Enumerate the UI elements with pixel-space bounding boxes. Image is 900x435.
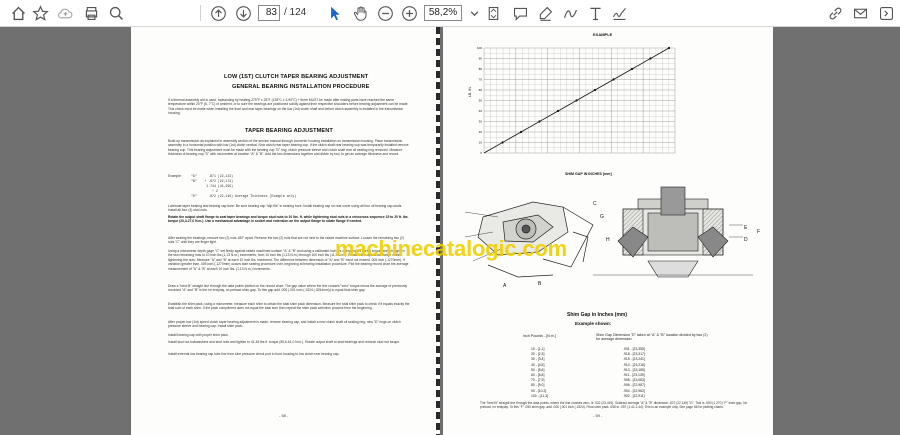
- select-cursor-icon[interactable]: [324, 3, 344, 23]
- data-point: [594, 89, 596, 91]
- data-point: [575, 99, 577, 101]
- seating-paragraph: After seating the bearings, remove two (2) nuts 180° apart. Remove the two (2) nuts that are not next to the raised machine surface. Loosen the remaining two (2) nuts "C" until they are finger tight.: [168, 236, 404, 245]
- y-tick-label: 40: [478, 109, 482, 114]
- y-tick-label: 20: [478, 130, 482, 135]
- draw-freehand-icon[interactable]: [560, 3, 580, 23]
- page-down-icon[interactable]: [233, 3, 253, 23]
- table-cell-torque: 30 - [3,4]: [531, 357, 545, 362]
- lockwasher-paragraph: Install stud nut lockwashers and stud nuts and tighten to 41-45 lbs ft. torque (55,6-61,0 N.m.). Rotate output shaft to seat bearings and recheck stud nut torque.: [168, 340, 401, 344]
- y-axis-label: LB. IN.: [468, 86, 472, 97]
- toolbar-divider: [200, 5, 201, 21]
- comment-icon[interactable]: [510, 3, 530, 23]
- example-shown-label: Example shown:: [575, 321, 612, 326]
- y-tick-label: 30: [478, 119, 482, 124]
- y-tick-label: 90: [478, 56, 482, 61]
- x-axis-label: SHIM GAP IN INCHES [mm]: [565, 172, 612, 176]
- zoom-out-icon[interactable]: [375, 3, 395, 23]
- page-number: - 59 -: [593, 413, 603, 418]
- link-edit-icon[interactable]: [825, 3, 845, 23]
- zoom-search-icon[interactable]: [106, 3, 126, 23]
- left-page: [131, 27, 438, 435]
- table-cell-gap: .918 - [23,317]: [623, 352, 645, 357]
- highlight-pen-icon[interactable]: [535, 3, 555, 23]
- data-point: [649, 57, 651, 59]
- total-pages-label: / 124: [284, 7, 307, 18]
- data-point: [501, 141, 503, 143]
- table-cell-torque: 70 - [7,9]: [531, 378, 545, 383]
- callout-b: B: [538, 281, 542, 287]
- email-icon[interactable]: [850, 3, 870, 23]
- current-page-input[interactable]: 83: [258, 5, 280, 21]
- callout-g: G: [600, 214, 604, 220]
- zoom-level-input[interactable]: 58,2%: [424, 5, 462, 21]
- page-up-icon[interactable]: [208, 3, 228, 23]
- binding-edge-left: [436, 27, 440, 435]
- install-cap-paragraph: Install bearing cap with proper shim pack.: [168, 333, 229, 337]
- fit-page-icon[interactable]: [483, 3, 503, 23]
- footnote-paragraph: The "best fit" straight line through the data points, where the line crosses zero, is .922 (23,419). Subtract average "A" & "B" dimension .872 (22,149) "D". This is .050 (1,270) "F" shim gap. No preload, no endplay. To this "F" .050 shim gap, add .006 (.001 inch (.1524). Final shim pack .056 to .057 (1,42-1,44). This is an example only. See page 66 for plotting charts.: [480, 401, 748, 410]
- y-tick-label: 10: [478, 140, 482, 145]
- callout-e: E: [744, 225, 748, 231]
- callout-h: H: [606, 237, 610, 243]
- shim-gap-title: Shim Gap in Inches (mm): [567, 312, 628, 318]
- cross-section-drawing: [593, 187, 753, 277]
- page-subtitle: GENERAL BEARING INSTALLATION PROCEDURE: [232, 84, 370, 90]
- example-row: ÷ 2: [191, 189, 218, 193]
- table-cell-torque: 10 - [1,1]: [531, 347, 545, 351]
- example-label: Example:: [168, 174, 182, 178]
- table-cell-gap: .911 - [23,139]: [623, 373, 645, 377]
- table-cell-gap: .906 - [22,987]: [623, 383, 645, 388]
- table-cell-gap: .904 - [22,962]: [623, 388, 645, 393]
- rotate-flange-paragraph: Rotate the output shaft flange to seat taper bearings and torque stud nuts to 10 lbs. ft. while tightening stud nuts in a crisscross sequence 15 to 20 ft. lbs. torque (20,3-27,0 N.m.). Use a mechanical advantage in socket and extension on the output flange to rotate flange if needed.: [168, 215, 409, 224]
- bookmark-star-icon[interactable]: [30, 3, 50, 23]
- example-row: "D" .872 (22,149) Average Thickness (Example only): [191, 194, 297, 198]
- home-icon[interactable]: [8, 3, 28, 23]
- tools-menu-icon[interactable]: [876, 3, 896, 23]
- page-number: - 58 -: [279, 413, 289, 418]
- toolbar: [0, 0, 900, 27]
- cloud-upload-icon[interactable]: [55, 3, 75, 23]
- build-up-paragraph: Build up transmission as explained in assembly section of the service manual through converter housing installation on transmission housing. Place transmission assembly in a horizontal position with low (1st) clutch vertical. Now clutch rear taper bearing cup. If the clutch shaft rear bearing cup was temporarily installed remove bearing cup. This bearing adjustment must be made with the bearing cup "D" ring, clutch pressure sleeve and clutch shaft rear oil sealing ring removed. Measure thickness of bearing cup "D" with micrometer at location "A" & "B". Add the two dimensions together and divide by two, to get an average thickness and record.: [168, 139, 409, 157]
- lube-line-paragraph: Install external low bearing cap lube line from lube pressure check port in front housing to low clutch rear bearing cap.: [168, 352, 340, 356]
- table-cell-torque: 100 - [11,3]: [531, 393, 548, 398]
- y-tick-label: 50: [478, 98, 482, 103]
- y-tick-label: 80: [478, 67, 482, 72]
- torque-column-header: Inch Pounds - [N.m.]: [523, 334, 556, 338]
- y-tick-label: 70: [478, 77, 482, 82]
- y-tick-label: 0: [480, 151, 482, 156]
- callout-d: D: [744, 237, 748, 243]
- example-row: "A" .871 (22,123): [191, 174, 234, 178]
- callout-f: F: [757, 229, 761, 235]
- data-point: [538, 120, 540, 122]
- data-point: [612, 78, 614, 80]
- example-row: "B" + .872 (22,174): [191, 179, 234, 183]
- print-icon[interactable]: [81, 3, 101, 23]
- intro-paragraph: If a thermal assembly aid is used, topbanding by heating 275°F ± 25°F (135°C ± 3.90°C) + there MUST be made after mating parts have reached the same temperature within 20°F (6, 7°C) of ambient, or to sure the bearings are positioned solidly against their respective shoulders before bearing adjustment can be made. This check must be made when installing the front and rear taper bearings on the low (1st) clutch shaft and before clutch assembly is installed in the transmission housing.: [168, 98, 409, 116]
- table-cell-torque: 20 - [2,3]: [531, 352, 545, 357]
- best-fit-paragraph: Draw a "best fit" straight line through the data points plotted on the record chart. The gap value where the line crosses "zero" torque minus the average of previously recorded "A" and "B" is the no endplay, no preload shim gap. To this gap add .005 (.001 inch (.1524 (.0254mm)) to equal final shim gap.: [168, 284, 408, 293]
- text-annotation-icon[interactable]: [585, 3, 605, 23]
- page-title: LOW (1ST) CLUTCH TAPER BEARING ADJUSTMENT: [224, 74, 369, 80]
- watermark: machinecatalogic.com: [335, 236, 567, 261]
- lubricate-paragraph: Lubricate taper bearing and bearing cap bore. Be sure bearing cap "slip fits" in bearing bore. Install bearing cap on rear cover using all four oil bearing cap studs. Install all four (4) stud nuts.: [168, 204, 403, 213]
- table-cell-gap: .914 - [23,216]: [623, 362, 645, 367]
- table-cell-torque: 90 - [10,2]: [531, 388, 547, 393]
- right-page: [443, 27, 773, 435]
- example-row: 1.744 (44,299): [191, 184, 234, 188]
- table-cell-torque: 50 - [5,6]: [531, 367, 545, 372]
- after-adjustment-paragraph: After proper low (1st) speed clutch taper bearing adjustment is made, remove bearing cap, and install a new clutch shaft oil sealing ring, new "D" rings on clutch pressure sleeve and bearing cap. Install shim pack.: [168, 320, 401, 329]
- y-tick-label: 100: [476, 46, 482, 51]
- table-cell-gap: .908 - [23,063]: [623, 378, 645, 383]
- table-cell-torque: 40 - [4,5]: [531, 362, 545, 367]
- shim-gap-column-header: Shim Gap Dimension "E" taken at "A" & "B" location divided by two (2) for average dimension.: [596, 333, 708, 342]
- table-cell-gap: .913 - [23,185]: [623, 367, 645, 372]
- chart-label: EXAMPLE: [593, 32, 613, 37]
- chart-y-ticks: [477, 46, 482, 155]
- data-point: [557, 110, 559, 112]
- section-heading: TAPER BEARING ADJUSTMENT: [245, 128, 333, 134]
- zoom-in-icon[interactable]: [399, 3, 419, 23]
- torque-chart: [443, 27, 773, 177]
- table-cell-gap: .915 - [23,241]: [623, 357, 645, 362]
- data-point: [520, 131, 522, 133]
- table-cell-torque: 60 - [6,8]: [531, 373, 545, 377]
- table-cell-gap: .902 - [22,911]: [623, 393, 645, 398]
- data-point: [668, 47, 670, 49]
- chevron-down-icon[interactable]: [464, 3, 484, 23]
- table-cell-torque: 80 - [9,0]: [531, 383, 545, 388]
- callout-c: C: [593, 201, 597, 207]
- table-cell-gap: .931 - [23,355]: [623, 347, 645, 351]
- document-viewport[interactable]: [0, 27, 900, 435]
- data-point: [631, 68, 633, 70]
- chart-grid: [484, 48, 675, 153]
- y-tick-label: 60: [478, 88, 482, 93]
- hand-pan-icon[interactable]: [350, 3, 370, 23]
- sign-icon[interactable]: [609, 3, 629, 23]
- micrometer-paragraph: Using a micrometer depth gage "C" set firmly against raised machined surface "A" & "B" and using a calibrated inch lbs or equivalent metric torque wrench, tighten the two remaining nuts to 10 inch lbs (1,13 N.m.) increments, from 10 inch lbs (1,13 N.m.) through 100 inch lbs (11,3 N.m.). Rotate the output shaft flange while tightening the nuts. Measure "A" and "B" at each 10 inch lbs. increment. The difference between dimension of "A" and "B" must not exceed .005 inch (.1270mm). If variation greater than .005 inch (.1270mm) occurs start seating procedure over, beginning at bearing installation procedure. Plot the bearing record chart the average measurement of "A" & "B" at each 10 inch lbs. (1,13 N.m.) increments.: [168, 249, 409, 271]
- shim-pack-paragraph: Establish the shim pack, using a micrometer, measure each shim to obtain the total shim pack dimension. Measure the total shim pack to check if it equals exactly the total sum of each shim. If the pack compilment does not equal the total sum then repeat the shim pack selection process from the beginning.: [168, 302, 410, 311]
- callout-a: A: [503, 283, 507, 289]
